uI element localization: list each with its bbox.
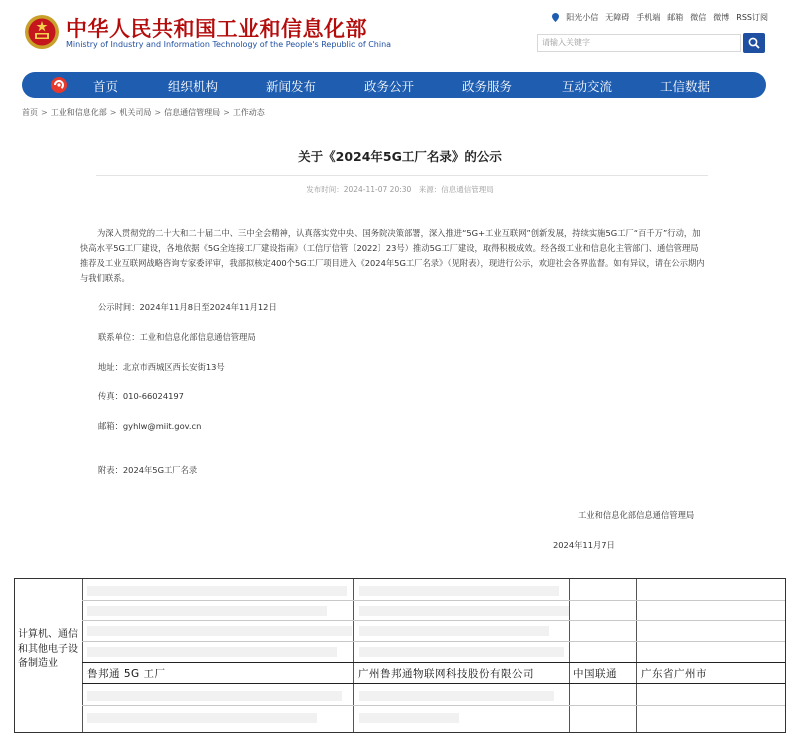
fax: 传真：010-66024197 xyxy=(98,391,184,401)
nav-item-news[interactable]: 新闻发布 xyxy=(266,79,317,94)
search-icon xyxy=(748,37,760,49)
nav-item-gov-affairs[interactable]: 政务公开 xyxy=(364,79,415,94)
signature-date: 2024年11月7日 xyxy=(553,540,615,550)
industry-category: 计算机、通信和其他电子设备制造业 xyxy=(18,629,78,669)
top-link-mobile[interactable]: 手机端 xyxy=(636,13,661,22)
nav-item-data[interactable]: 工信数据 xyxy=(660,79,711,94)
company-cell: 广州鲁邦通物联网科技股份有限公司 xyxy=(358,668,534,680)
signature-unit: 工业和信息化部信息通信管理局 xyxy=(578,510,695,520)
article-paragraph: 为深入贯彻党的二十大和二十届二中、三中全会精神，认真落实党中央、国务院决策部署，深入推进“5G+工业互联网”创新发展，持续实施5G工厂“百千万”行动，加快高水平5G工厂建设，各地依据《5G全连接工厂建设指南》（工信厅信管〔2022〕23号）推动5G工厂建设，取得积极成效。经各级工业和信息化主管部门、通信管理局推荐及工业互联网战略咨询专家委评审，我部拟核定400个5G工厂项目进入《2024年5G工厂名录》（见附表），现进行公示，欢迎社会各界监督。如有异议，请在公示期内与我们联系。 xyxy=(80,228,705,283)
nav-logo[interactable] xyxy=(44,72,74,98)
breadcrumb: 首页 > 工业和信息化部 > 机关司局 > 信息通信管理局 > 工作动态 xyxy=(22,108,265,117)
operator-cell: 中国联通 xyxy=(573,668,617,680)
site-subtitle: Ministry of Industry and Information Technology of the People's Republic of China xyxy=(66,40,392,49)
publicity-period: 公示时间：2024年11月8日至2024年11月12日 xyxy=(98,302,277,312)
top-link-accessibility[interactable]: 无障碍 xyxy=(605,13,630,22)
top-link-wechat[interactable]: 微信 xyxy=(690,13,707,22)
search-input[interactable]: 请输入关键字 xyxy=(537,34,741,52)
breadcrumb-home[interactable]: 首页 xyxy=(22,108,38,117)
site-title[interactable]: 中华人民共和国工业和信息化部 xyxy=(66,17,367,41)
nav-item-interaction[interactable]: 互动交流 xyxy=(562,79,613,94)
national-emblem-icon xyxy=(24,14,60,50)
site-header xyxy=(0,0,800,70)
contact-unit: 联系单位：工业和信息化部信息通信管理局 xyxy=(98,332,256,342)
breadcrumb-bureaus[interactable]: 机关司局 xyxy=(119,108,152,117)
factory-list-table xyxy=(14,578,786,733)
breadcrumb-work-news[interactable]: 工作动态 xyxy=(232,108,265,117)
nav-item-home[interactable]: 首页 xyxy=(93,79,119,94)
top-link-weibo[interactable]: 微博 xyxy=(713,13,730,22)
main-nav xyxy=(22,72,766,98)
title-divider xyxy=(96,175,708,176)
breadcrumb-ministry[interactable]: 工业和信息化部 xyxy=(50,108,107,117)
article-meta: 发布时间：2024-11-07 20:30 来源：信息通信管理局 xyxy=(306,185,494,194)
top-links xyxy=(552,12,768,23)
attachment-link[interactable]: 附表：2024年5G工厂名录 xyxy=(98,465,198,475)
nav-item-organization[interactable]: 组织机构 xyxy=(168,79,219,94)
search-button[interactable] xyxy=(743,33,765,53)
top-link-sunshine[interactable]: 阳光小信 xyxy=(566,13,599,22)
breadcrumb-ict-bureau[interactable]: 信息通信管理局 xyxy=(164,108,221,117)
project-name-cell: 鲁邦通 5G 工厂 xyxy=(87,668,166,680)
miit-logo-icon xyxy=(50,76,68,94)
top-link-mail[interactable]: 邮箱 xyxy=(667,13,684,22)
nav-item-gov-services[interactable]: 政务服务 xyxy=(462,79,513,94)
location-pin-icon xyxy=(552,13,559,22)
top-link-rss[interactable]: RSS订阅 xyxy=(736,13,768,22)
address: 地址：北京市西城区西长安街13号 xyxy=(98,362,225,372)
page-title: 关于《2024年5G工厂名录》的公示 xyxy=(298,149,502,164)
email[interactable]: 邮箱：gyhlw@miit.gov.cn xyxy=(98,421,202,431)
region-cell: 广东省广州市 xyxy=(641,668,707,680)
